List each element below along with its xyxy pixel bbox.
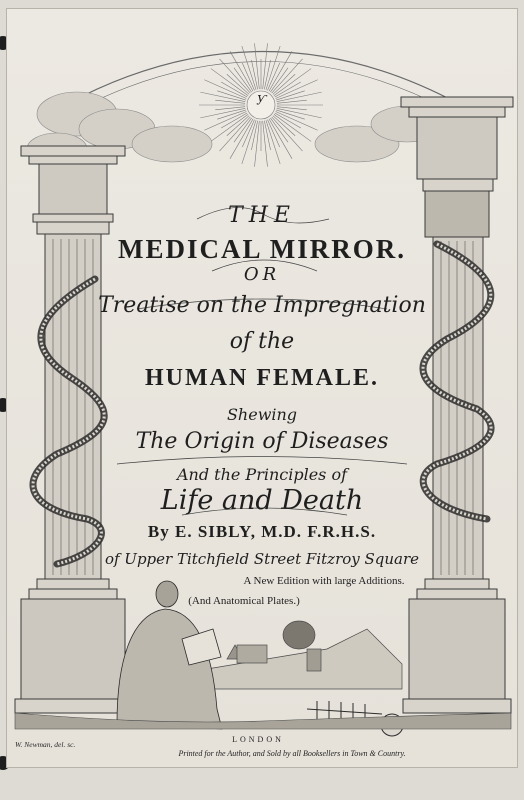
title-medical-mirror: MEDICAL MIRROR.	[117, 234, 406, 264]
sun-ray	[204, 112, 246, 131]
origin-of-diseases: The Origin of Diseases	[135, 429, 389, 454]
principles-line: And the Principles of	[176, 465, 348, 484]
imprint-city: LONDON	[232, 735, 284, 744]
sun-ray	[200, 108, 245, 118]
sun-ray	[276, 112, 318, 131]
sun-ray	[263, 121, 268, 167]
author-line: By E. SIBLY, M.D. F.R.H.S.	[147, 522, 377, 541]
sun-ray	[263, 43, 268, 89]
shewing-label: Shewing	[226, 405, 298, 424]
subtitle-of-the: of the	[229, 329, 295, 354]
sun-ray	[220, 59, 251, 93]
title-the: THE	[228, 203, 296, 228]
life-and-death: Life and Death	[160, 485, 364, 516]
subtitle-treatise: Treatise on the Impregnation	[98, 293, 426, 318]
title-or: OR	[243, 264, 281, 285]
anatomical-plates-line: (And Anatomical Plates.)	[188, 595, 300, 607]
sun-ray	[255, 43, 260, 89]
sun-ray	[272, 59, 303, 93]
engraved-title-plate	[6, 8, 518, 768]
sun-ray	[266, 120, 280, 164]
sun-ray	[221, 113, 247, 128]
sun-ray	[220, 117, 251, 151]
subtitle-human-female: HUMAN FEMALE.	[145, 365, 379, 391]
sun-ray	[266, 46, 280, 90]
sun-ray	[242, 46, 256, 90]
sun-ray	[275, 113, 301, 128]
sun-ray	[277, 108, 322, 118]
sun-ray	[255, 121, 260, 167]
edition-line: A New Edition with large Additions.	[243, 575, 405, 587]
sun-ray	[272, 117, 303, 151]
address-line: of Upper Titchfield Street Fitzroy Square	[104, 550, 420, 568]
ground	[15, 713, 511, 729]
landscape	[207, 621, 402, 689]
sun-ray	[242, 120, 256, 164]
imprint-line: Printed for the Author, and Sold by all Booksellers in Town & Country.	[178, 749, 406, 758]
sun-symbol: ƴ	[257, 91, 267, 106]
engraver-credit: W. Newman, del. sc.	[15, 740, 76, 749]
